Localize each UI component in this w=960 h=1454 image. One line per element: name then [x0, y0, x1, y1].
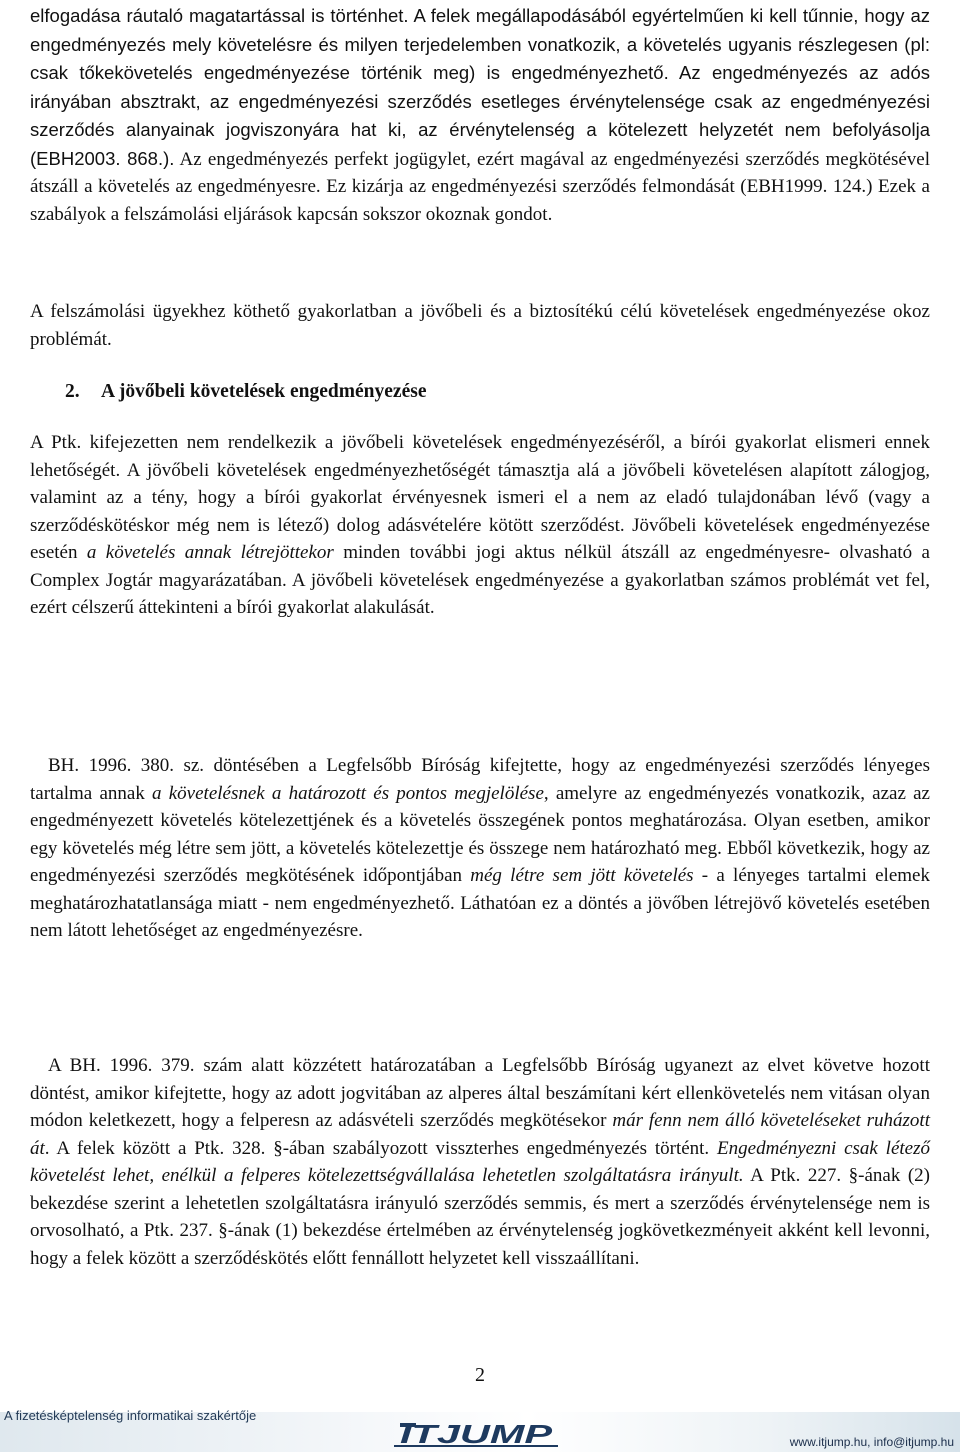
section-number: 2. — [65, 381, 80, 402]
section-title: A jövőbeli követelések engedményezése — [101, 381, 427, 402]
section-heading — [65, 378, 426, 405]
emphasis-text: a követelésnek a határozott és pontos megjelölése — [152, 782, 544, 804]
paragraph-text: - a lényeges tartalmi elemek meghatározhatatlansága miatt - nem engedményezhető. Láthatóan ez a döntés a jövőben létrejövő követelés esetében nem látott lehetőséget az engedményezésre. — [30, 865, 930, 941]
footer-contact[interactable]: www.itjump.hu, info@itjump.hu — [789, 1435, 954, 1449]
emphasis-text: Engedményezni csak létező követelést lehet, enélkül a felperes kötelezettségvállalása lehetetlen szolgáltatásra irányult. — [30, 1137, 931, 1186]
page-number: 2 — [475, 1364, 485, 1386]
emphasis-text: a követelés annak létrejöttekor — [86, 542, 334, 563]
paragraph-text: elfogadása ráutaló magatartással is történhet. A felek megállapodásából egyértelműen ki kell tűnnie, hogy az engedményezés mely követelésre és milyen terjedelemben vonatkozik, a követelés ugyanis részlegesen (pl: csak tőkekövetelés engedményezése történik meg) is engedményezhető. — [30, 5, 930, 83]
paragraph-text: A Ptk. kifejezetten nem rendelkezik a jövőbeli követelések engedményezéséről, a bírói gyakorlat elismeri ennek lehetőségét. A jövőbeli követelések engedményezhetőségét támasztja alá a jövőbeli követelésen alapított zálogjog, valamint az a tény, hogy a bírói gyakorlat érvényesnek ismeri el a nem az eladó tulajdonában lévő (vagy a szerződéskötéskor még nem is létező) dolog adásvételére kötött szerződést. Jövőbeli követelések engedményezése esetén — [30, 432, 930, 563]
paragraph-bh-1996-379 — [30, 1052, 930, 1272]
paragraph-liquidation-problems: A felszámolási ügyekhez köthető gyakorlatban a jövőbeli és a biztosítékú célú követelések engedményezése okoz problémát. — [30, 301, 930, 350]
paragraph-text: Az engedményezés az adós irányában absztrakt, az engedményezési szerződés esetleges érvénytelensége csak az engedményezési szerződés alanyainak jogviszonyára hat ki, az érvénytelenség a kötelezett helyzetét nem befolyásolja (EBH2003. 868.). — [30, 62, 931, 169]
paragraph-text: A BH. 1996. 379. szám alatt közzétett határozatában a Legfelsőbb Bíróság ugyanezt az elvet követve hozott döntést, amikor kifejtette, hogy az adott jogvitában az alperes által beszámítani kért ellenkövetelés nem vitásan olyan módon keletkezett, hogy a felperesn az adásvételi szerződés megkötésekor — [30, 1055, 930, 1131]
paragraph-text: Az engedményezés perfekt jogügylet, ezért magával az engedményezési szerződés megkötésével átszáll a követelés az engedményesre. Ez kizárja az engedményezési szerződés felmondását (EBH1999. 124.) Ezek a szabályok a felszámolási eljárások kapcsán sokszor okoznak gondot. — [30, 148, 930, 225]
footer — [0, 1405, 960, 1454]
paragraph-text: . A felek között a Ptk. 328. §-ában szabályozott visszterhes engedményezés történt. — [44, 1137, 718, 1159]
emphasis-text: már fenn nem álló követeléseket ruházott át — [30, 1110, 930, 1159]
footer-tagline: A fizetésképtelenség informatikai szakértője — [4, 1408, 257, 1423]
paragraph-future-claims — [30, 429, 930, 622]
paragraph-text: A Ptk. 227. §-ának (2) bekezdése szerint a lehetetlen szolgáltatásra irányuló szerződés semmis, és mert a szerződés érvénytelensége nem is orvosolható, a Ptk. 237. §-ának (1) bekezdése értelmében az érvénytelenség jogkövetkezményeit akként kell levonni, hogy a felek között a szerződéskötés előtt fennállott helyzetet kell visszaállítani. — [30, 1165, 930, 1269]
itjump-logo — [390, 1415, 566, 1451]
svg-text:ITJUMP: ITJUMP — [400, 1419, 554, 1449]
paragraph-assignment-rules — [30, 2, 930, 228]
paragraph-text: , amelyre az engedményezés vonatkozik, azaz az engedményezett követelés kötelezettjének és a követelés összegének pontos meghatározása. Olyan esetben, amikor egy követelés még létre sem jött, a követelés kötelezettje és összege nem határozható meg. Ebből következik, hogy az engedményezési szerződés megkötésének időpontjában — [30, 782, 930, 886]
emphasis-text: még létre sem jött követelés — [470, 865, 694, 886]
paragraph-text: minden további jogi aktus nélkül átszáll az engedményesre- olvasható a Complex Jogtár magyarázatában. A jövőbeli követelések engedményezése a gyakorlatban számos problémát vet fel, ezért célszerű áttekinteni a bírói gyakorlat alakulását. — [30, 542, 930, 618]
paragraph-text: BH. 1996. 380. sz. döntésében a Legfelsőbb Bíróság kifejtette, hogy az engedményezési szerződés lényeges tartalma annak — [30, 755, 930, 804]
paragraph-bh-1996-380 — [30, 752, 930, 945]
